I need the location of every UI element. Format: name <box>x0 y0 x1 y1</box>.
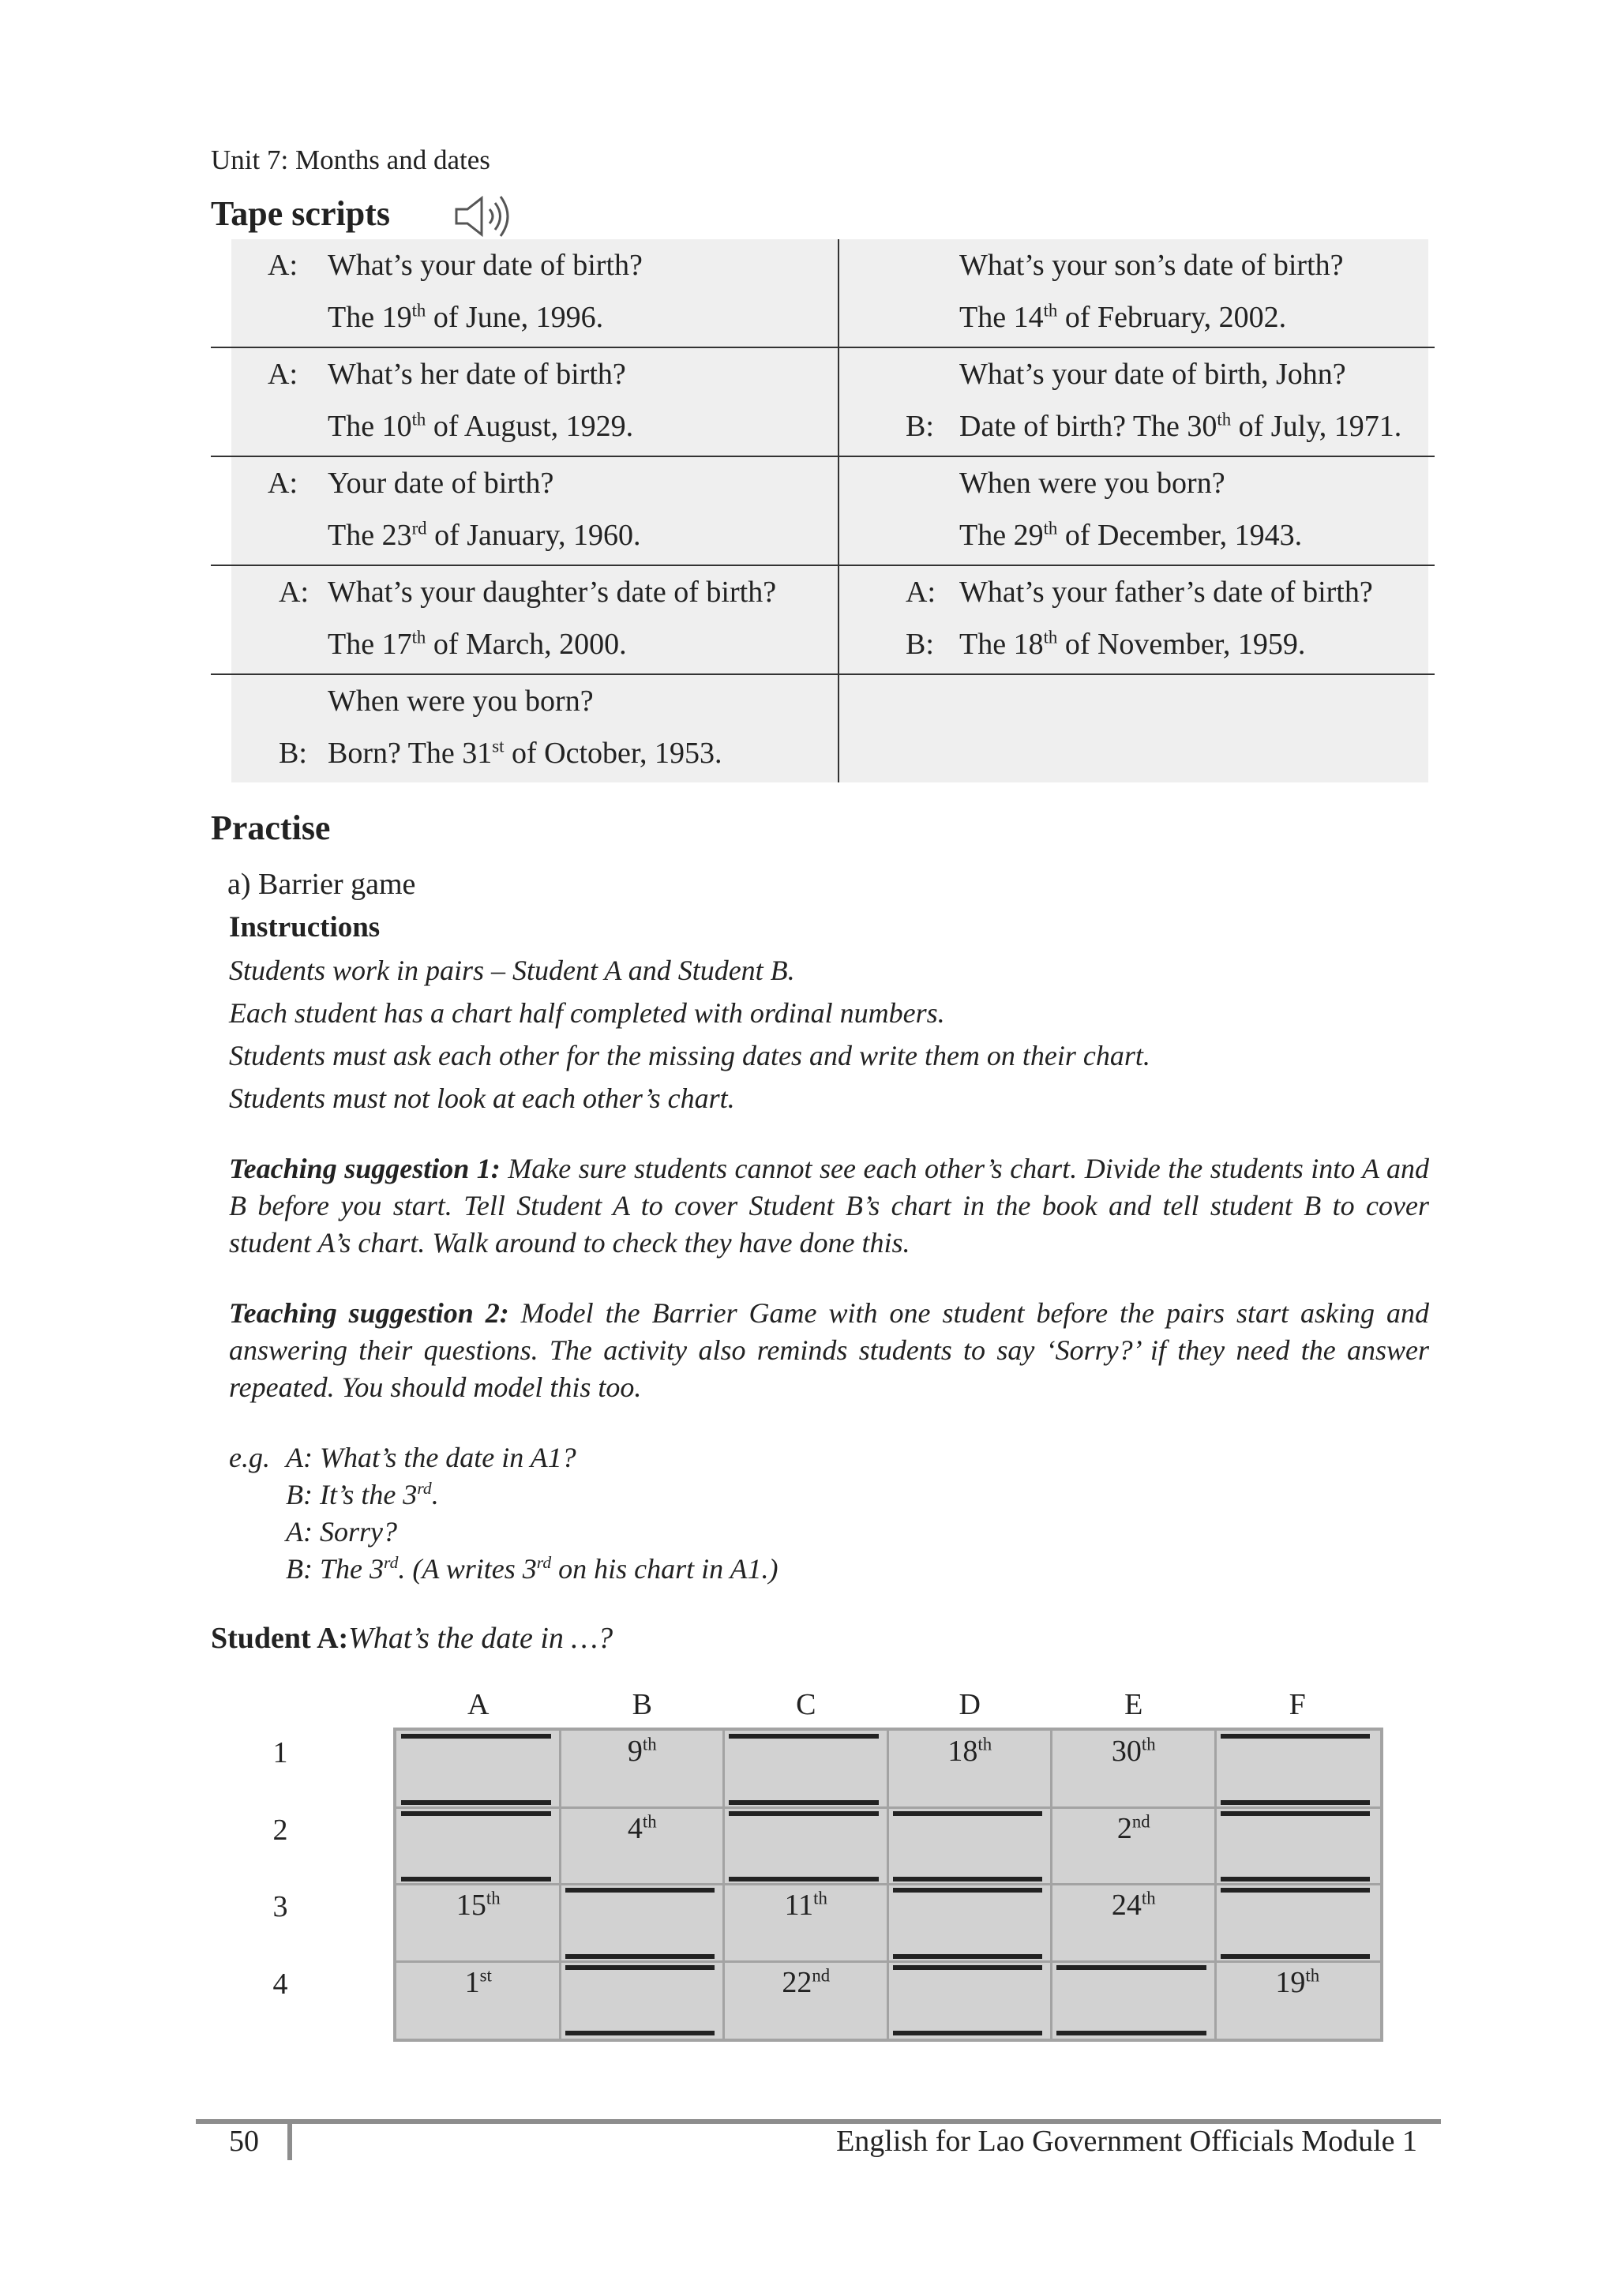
answer-line <box>1221 1734 1371 1739</box>
suggestion-text: Make sure students cannot see each other’s chart. Divide the students into A and B before you start. Tell Student A to cover Student B’s chart in the book and tell student B to cover student A’s chart. Walk around to check they have done this. <box>229 1153 1429 1259</box>
teaching-suggestion-2 <box>229 1295 1429 1406</box>
speaker-label: A: <box>268 249 298 282</box>
answer-line <box>565 1965 715 1970</box>
student-label: Student A: <box>211 1622 349 1655</box>
dialogue-line: The 18th of November, 1959. <box>959 627 1306 661</box>
answer-line <box>893 1954 1043 1959</box>
answer-line <box>893 1965 1043 1970</box>
speaker-label: B: <box>279 737 307 770</box>
blank-date-cell[interactable] <box>1216 1885 1380 1962</box>
unit-heading: Unit 7: Months and dates <box>211 144 490 175</box>
practise-title: Practise <box>211 808 331 847</box>
instruction-line: Students must not look at each other’s chart. <box>229 1082 735 1114</box>
row-header: 1 <box>272 1736 288 1769</box>
answer-line <box>729 1811 879 1816</box>
column-header: E <box>1124 1688 1143 1721</box>
column-header: F <box>1289 1688 1306 1721</box>
date-cell <box>1052 1731 1216 1808</box>
dialogue-line: The 23rd of January, 1960. <box>328 518 641 552</box>
date-value: 15th <box>456 1888 501 1922</box>
answer-line <box>565 1954 715 1959</box>
suggestion-label: Teaching suggestion 2: <box>229 1297 509 1329</box>
row-header: 4 <box>272 1967 288 2001</box>
dialogue-line: What’s your father’s date of birth? <box>959 576 1373 609</box>
dialogue-line: The 29th of December, 1943. <box>959 518 1303 552</box>
suggestion-label: Teaching suggestion 1: <box>229 1153 501 1184</box>
date-cell <box>1052 1885 1216 1962</box>
speaker-label: A: <box>268 358 298 391</box>
teaching-suggestion-1 <box>229 1150 1429 1262</box>
tape-scripts-title: Tape scripts <box>211 194 390 233</box>
answer-line <box>1056 2031 1206 2035</box>
dialogue-line: Your date of birth? <box>328 467 554 500</box>
blank-date-cell[interactable] <box>1216 1731 1380 1808</box>
blank-date-cell[interactable] <box>1216 1808 1380 1885</box>
date-cell <box>724 1885 888 1962</box>
tape-scripts-table <box>211 239 1435 782</box>
answer-line <box>893 1877 1043 1881</box>
dialogue-line: Born? The 31st of October, 1953. <box>328 736 722 770</box>
date-value: 19th <box>1275 1964 1320 1999</box>
tape-row <box>211 566 1435 675</box>
blank-date-cell[interactable] <box>396 1808 561 1885</box>
blank-date-cell[interactable] <box>724 1808 888 1885</box>
book-title: English for Lao Government Officials Module 1 <box>836 2125 1417 2158</box>
speaker-label: A: <box>279 576 309 609</box>
blank-date-cell[interactable] <box>561 1885 725 1962</box>
dialogue-line: The 19th of June, 1996. <box>328 300 604 334</box>
date-value: 30th <box>1111 1734 1156 1768</box>
suggestion-text: Model the Barrier Game with one student before the pairs start asking and answering their questions. The activity also reminds students to say ‘Sorry?’ if they need the answer repeated. You should model this too. <box>229 1297 1429 1403</box>
column-header: C <box>796 1688 816 1721</box>
speaker-label: B: <box>906 628 934 661</box>
dialogue-line: What’s your son’s date of birth? <box>959 249 1344 282</box>
date-cell <box>396 1885 561 1962</box>
student-a-prompt <box>211 1621 613 1656</box>
date-value: 18th <box>947 1734 992 1768</box>
date-cell <box>561 1808 725 1885</box>
blank-date-cell[interactable] <box>888 1808 1052 1885</box>
example-eg: e.g. <box>229 1442 270 1473</box>
tape-row <box>211 239 1435 348</box>
answer-line <box>729 1734 879 1739</box>
date-cell <box>561 1731 725 1808</box>
answer-line <box>401 1800 551 1805</box>
tape-row <box>211 675 1435 782</box>
barrier-game-item: a) Barrier game <box>227 868 416 901</box>
answer-line <box>1221 1888 1371 1893</box>
dialogue-line: What’s her date of birth? <box>328 358 626 391</box>
row-header: 3 <box>272 1890 288 1923</box>
example-line: B: It’s the 3rd. <box>286 1479 439 1510</box>
answer-line <box>565 1888 715 1893</box>
speaker-label: A: <box>906 576 936 609</box>
footer-divider <box>287 2119 292 2160</box>
row-header: 2 <box>272 1813 288 1847</box>
column-header: B <box>632 1688 652 1721</box>
speaker-icon[interactable] <box>450 192 515 241</box>
dialogue-line: Date of birth? The 30th of July, 1971. <box>959 409 1402 443</box>
answer-line <box>893 1888 1043 1893</box>
blank-date-cell[interactable] <box>888 1885 1052 1962</box>
date-value: 1st <box>464 1964 492 1999</box>
answer-line <box>565 2031 715 2035</box>
instructions-heading: Instructions <box>229 911 381 944</box>
dialogue-line: What’s your date of birth? <box>328 249 643 282</box>
blank-date-cell[interactable] <box>888 1962 1052 2039</box>
answer-line <box>729 1800 879 1805</box>
barrier-chart <box>393 1728 1383 2042</box>
date-value: 2nd <box>1116 1810 1150 1845</box>
answer-line <box>893 1811 1043 1816</box>
answer-line <box>893 2031 1043 2035</box>
date-cell <box>1216 1962 1380 2039</box>
answer-line <box>1221 1954 1371 1959</box>
date-cell <box>1052 1808 1216 1885</box>
answer-line <box>729 1877 879 1881</box>
answer-line <box>401 1811 551 1816</box>
example-line: B: The 3rd. (A writes 3rd on his chart in A1.) <box>286 1553 778 1585</box>
tape-row <box>211 457 1435 566</box>
blank-date-cell[interactable] <box>724 1731 888 1808</box>
tape-row <box>211 348 1435 457</box>
answer-line <box>1221 1877 1371 1881</box>
date-value: 24th <box>1111 1888 1156 1922</box>
instruction-line: Each student has a chart half completed with ordinal numbers. <box>229 997 945 1029</box>
speaker-label: A: <box>268 467 298 500</box>
blank-date-cell[interactable] <box>561 1962 725 2039</box>
dialogue-line: What’s your date of birth, John? <box>959 358 1346 391</box>
date-cell <box>724 1962 888 2039</box>
dialogue-line: The 17th of March, 2000. <box>328 627 627 661</box>
answer-line <box>401 1877 551 1881</box>
column-header: D <box>959 1688 981 1721</box>
dialogue-line: The 14th of February, 2002. <box>959 300 1287 334</box>
answer-line <box>1056 1965 1206 1970</box>
answer-line <box>401 1734 551 1739</box>
answer-line <box>1221 1800 1371 1805</box>
dialogue-line: What’s your daughter’s date of birth? <box>328 576 777 609</box>
example-line: A: What’s the date in A1? <box>286 1442 576 1473</box>
column-header: A <box>467 1688 490 1721</box>
dialogue-line: When were you born? <box>328 685 594 718</box>
dialogue-line: The 10th of August, 1929. <box>328 409 634 443</box>
date-value: 22nd <box>782 1964 831 1999</box>
instruction-line: Students work in pairs – Student A and Student B. <box>229 955 795 986</box>
date-value: 9th <box>627 1734 657 1768</box>
date-cell <box>888 1731 1052 1808</box>
blank-date-cell[interactable] <box>1052 1962 1216 2039</box>
blank-date-cell[interactable] <box>396 1731 561 1808</box>
dialogue-line: When were you born? <box>959 467 1225 500</box>
answer-line <box>1221 1811 1371 1816</box>
student-question: What’s the date in …? <box>348 1622 613 1655</box>
speaker-label: B: <box>906 410 934 443</box>
date-value: 4th <box>627 1810 657 1845</box>
date-value: 11th <box>784 1888 827 1922</box>
date-cell <box>396 1962 561 2039</box>
page-number: 50 <box>229 2125 259 2158</box>
example-line: A: Sorry? <box>286 1516 397 1548</box>
instruction-line: Students must ask each other for the missing dates and write them on their chart. <box>229 1040 1150 1071</box>
